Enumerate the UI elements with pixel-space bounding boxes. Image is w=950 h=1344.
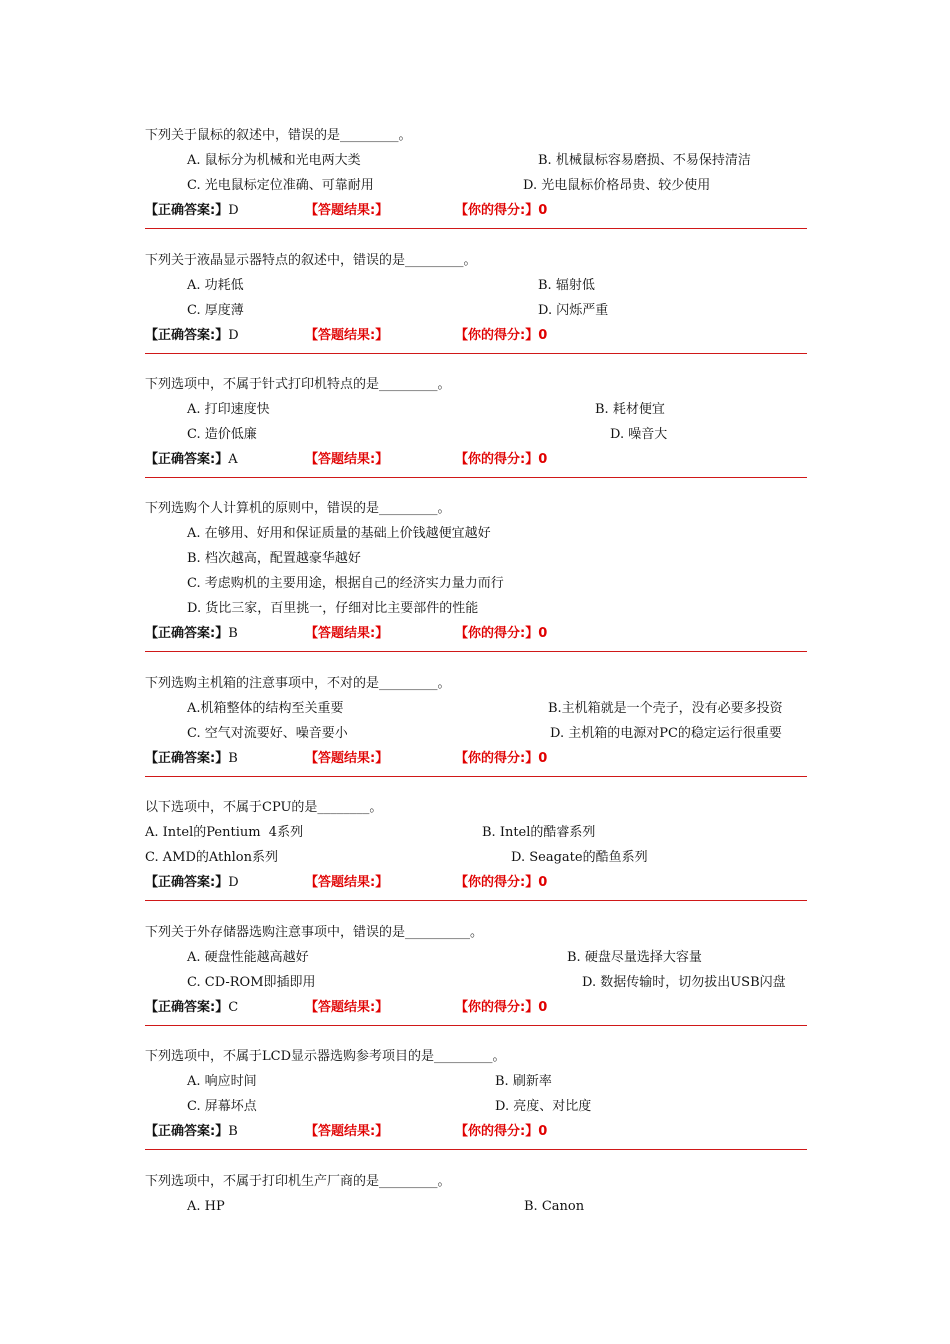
option-d: D. Seagate的酷鱼系列 bbox=[511, 850, 648, 865]
question-stem: 下列选项中，不属于打印机生产厂商的是_________。 bbox=[145, 1174, 451, 1189]
option-b: B. 刷新率 bbox=[495, 1074, 552, 1089]
answer-row bbox=[145, 626, 807, 644]
question-stem: 下列选购个人计算机的原则中，错误的是_________。 bbox=[145, 501, 451, 516]
option-b: B. 耗材便宜 bbox=[595, 402, 665, 417]
option-a: A. 硬盘性能越高越好 bbox=[187, 950, 309, 965]
divider-line bbox=[145, 1025, 807, 1026]
answer-row bbox=[145, 1000, 807, 1018]
option-c: C. 造价低廉 bbox=[187, 427, 257, 442]
option-c: C. 屏幕坏点 bbox=[187, 1099, 257, 1114]
question-stem: 下列选项中，不属于针式打印机特点的是_________。 bbox=[145, 377, 451, 392]
divider-line bbox=[145, 228, 807, 229]
correct-answer: 【正确答案:】D bbox=[145, 328, 239, 343]
option-a: A. 鼠标分为机械和光电两大类 bbox=[187, 153, 361, 168]
option-b: B. 硬盘尽量选择大容量 bbox=[567, 950, 702, 965]
divider-line bbox=[145, 1149, 807, 1150]
option-d: D. 噪音大 bbox=[610, 427, 668, 442]
answer-result: 【答题结果:】 bbox=[305, 626, 389, 641]
correct-answer: 【正确答案:】D bbox=[145, 875, 239, 890]
option-b: B.主机箱就是一个壳子，没有必要多投资 bbox=[548, 701, 783, 716]
question-stem: 下列选项中，不属于LCD显示器选购参考项目的是_________。 bbox=[145, 1049, 506, 1064]
your-score: 【你的得分:】0 bbox=[455, 452, 548, 467]
answer-result: 【答题结果:】 bbox=[305, 1000, 389, 1015]
correct-answer: 【正确答案:】B bbox=[145, 1124, 238, 1139]
option-d: D. 货比三家，百里挑一，仔细对比主要部件的性能 bbox=[187, 601, 479, 616]
answer-result: 【答题结果:】 bbox=[305, 203, 389, 218]
option-c: C. 光电鼠标定位准确、可靠耐用 bbox=[187, 178, 374, 193]
option-c: C. AMD的Athlon系列 bbox=[145, 850, 278, 865]
option-d: D. 光电鼠标价格昂贵、较少使用 bbox=[523, 178, 711, 193]
correct-answer: 【正确答案:】B bbox=[145, 751, 238, 766]
your-score: 【你的得分:】0 bbox=[455, 875, 548, 890]
answer-result: 【答题结果:】 bbox=[305, 452, 389, 467]
divider-line bbox=[145, 651, 807, 652]
answer-row bbox=[145, 328, 807, 346]
your-score: 【你的得分:】0 bbox=[455, 1124, 548, 1139]
option-b: B. Intel的酷睿系列 bbox=[482, 825, 596, 840]
question-stem: 下列关于外存储器选购注意事项中，错误的是__________。 bbox=[145, 925, 484, 940]
divider-line bbox=[145, 776, 807, 777]
option-a: A. 打印速度快 bbox=[187, 402, 270, 417]
answer-row bbox=[145, 452, 807, 470]
answer-row bbox=[145, 875, 807, 893]
option-b: B. 辐射低 bbox=[538, 278, 595, 293]
option-d: D. 亮度、对比度 bbox=[495, 1099, 592, 1114]
correct-answer: 【正确答案:】D bbox=[145, 203, 239, 218]
your-score: 【你的得分:】0 bbox=[455, 751, 548, 766]
option-a: A. 响应时间 bbox=[187, 1074, 257, 1089]
answer-result: 【答题结果:】 bbox=[305, 875, 389, 890]
answer-result: 【答题结果:】 bbox=[305, 328, 389, 343]
correct-answer: 【正确答案:】B bbox=[145, 626, 238, 641]
question-stem: 下列关于鼠标的叙述中，错误的是_________。 bbox=[145, 128, 412, 143]
option-b: B. Canon bbox=[524, 1199, 585, 1214]
answer-row bbox=[145, 203, 807, 221]
question-stem: 下列选购主机箱的注意事项中，不对的是_________。 bbox=[145, 676, 451, 691]
divider-line bbox=[145, 353, 807, 354]
option-a: A. Intel的Pentium 4系列 bbox=[145, 825, 304, 840]
answer-result: 【答题结果:】 bbox=[305, 751, 389, 766]
answer-row bbox=[145, 1124, 807, 1142]
option-b: B. 机械鼠标容易磨损、不易保持清洁 bbox=[538, 153, 751, 168]
question-stem: 以下选项中，不属于CPU的是________。 bbox=[145, 800, 383, 815]
option-c: C. CD-ROM即插即用 bbox=[187, 975, 316, 990]
correct-answer: 【正确答案:】C bbox=[145, 1000, 239, 1015]
option-c: C. 空气对流要好、噪音要小 bbox=[187, 726, 348, 741]
answer-row bbox=[145, 751, 807, 769]
option-a: A. 在够用、好用和保证质量的基础上价钱越便宜越好 bbox=[187, 526, 491, 541]
your-score: 【你的得分:】0 bbox=[455, 1000, 548, 1015]
option-d: D. 主机箱的电源对PC的稳定运行很重要 bbox=[550, 726, 782, 741]
option-b: B. 档次越高，配置越豪华越好 bbox=[187, 551, 361, 566]
question-stem: 下列关于液晶显示器特点的叙述中，错误的是_________。 bbox=[145, 253, 477, 268]
option-c: C. 厚度薄 bbox=[187, 303, 244, 318]
option-d: D. 闪烁严重 bbox=[538, 303, 609, 318]
option-a: A. 功耗低 bbox=[187, 278, 244, 293]
answer-result: 【答题结果:】 bbox=[305, 1124, 389, 1139]
option-c: C. 考虑购机的主要用途，根据自己的经济实力量力而行 bbox=[187, 576, 504, 591]
option-a: A.机箱整体的结构至关重要 bbox=[187, 701, 344, 716]
your-score: 【你的得分:】0 bbox=[455, 328, 548, 343]
your-score: 【你的得分:】0 bbox=[455, 203, 548, 218]
divider-line bbox=[145, 900, 807, 901]
divider-line bbox=[145, 477, 807, 478]
option-d: D. 数据传输时，切勿拔出USB闪盘 bbox=[582, 975, 786, 990]
your-score: 【你的得分:】0 bbox=[455, 626, 548, 641]
correct-answer: 【正确答案:】A bbox=[145, 452, 238, 467]
option-a: A. HP bbox=[187, 1199, 225, 1214]
